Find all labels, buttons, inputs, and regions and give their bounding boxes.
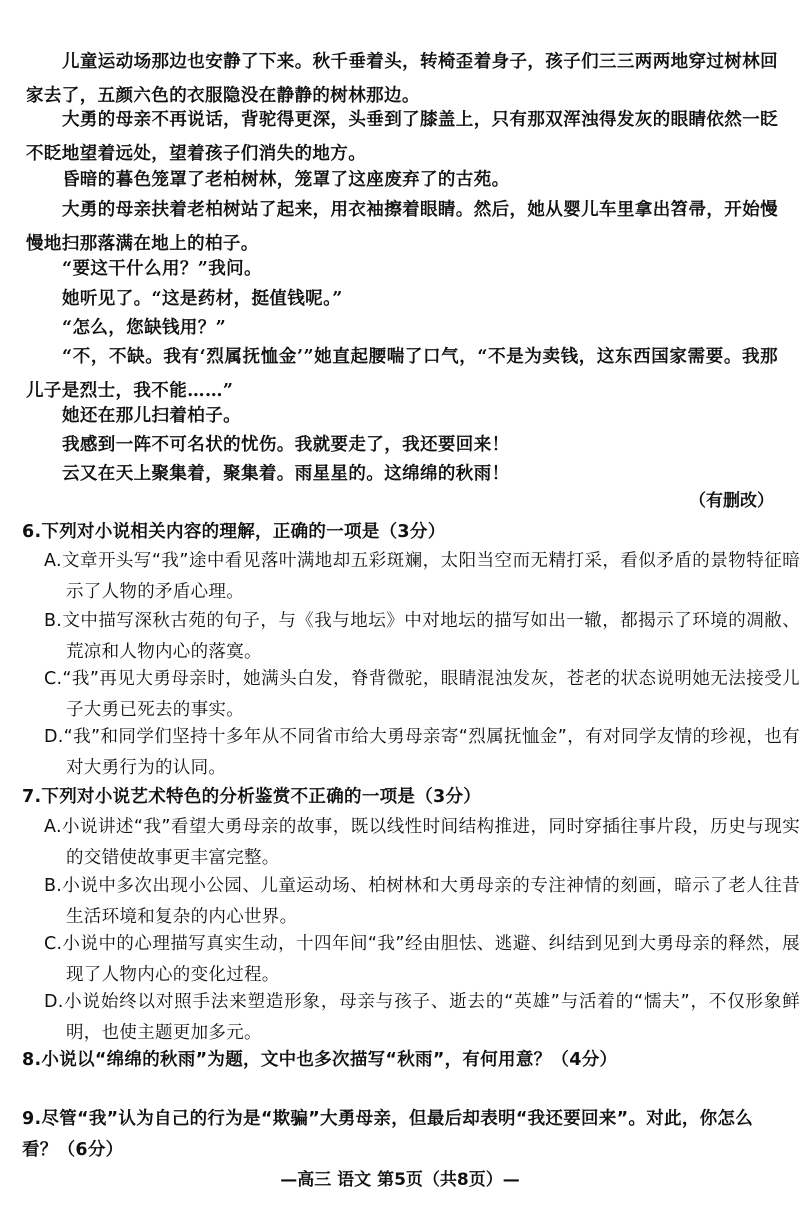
passage-line-4: 她还在那儿扫着柏子。 <box>62 406 241 426</box>
question-6-option-a: A.文章开头写“我”途中看见落叶满地却五彩斑斓，太阳当空而无精打采，看似矛盾的景物特征暗示了人物的矛盾心理。 <box>44 551 800 602</box>
abridged-note: （有删改） <box>689 491 774 511</box>
passage-dialogue-2: 她听见了。“这是药材，挺值钱呢。” <box>62 289 343 309</box>
passage-paragraph-5: “不，不缺。我有‘烈属抚恤金’”她直起腰喘了口气，“不是为卖钱，这东西国家需要。我那儿子是烈士，我不能……” <box>26 347 778 401</box>
question-7-option-b: B.小说中多次出现小公园、儿童运动场、柏树林和大勇母亲的专注神情的刻画，暗示了老人往昔生活环境和复杂的内心世界。 <box>44 876 800 927</box>
question-7-option-a: A.小说讲述“我”看望大勇母亲的故事，既以线性时间结构推进，同时穿插往事片段，历史与现实的交错使故事更丰富完整。 <box>44 817 800 868</box>
passage-paragraph-2: 大勇的母亲不再说话，背驼得更深，头垂到了膝盖上，只有那双浑浊得发灰的眼睛依然一眨不眨地望着远处，望着孩子们消失的地方。 <box>26 110 778 164</box>
passage-dialogue-3: “怎么，您缺钱用？” <box>62 318 227 338</box>
question-7-option-d: D.小说始终以对照手法来塑造形象，母亲与孩子、逝去的“英雄”与活着的“懦夫”，不仅形象鲜明，也使主题更加多元。 <box>44 992 800 1043</box>
question-6-stem: 6.下列对小说相关内容的理解，正确的一项是（3分） <box>22 522 446 542</box>
page-footer: —高三 语文 第5页（共8页）— <box>280 1170 520 1190</box>
question-6-option-b: B.文中描写深秋古苑的句子，与《我与地坛》中对地坛的描写如出一辙，都揭示了环境的凋敝、荒凉和人物内心的落寞。 <box>44 611 800 662</box>
question-8-stem: 8.小说以“绵绵的秋雨”为题，文中也多次描写“秋雨”，有何用意？（4分） <box>22 1050 618 1070</box>
passage-paragraph-1: 儿童运动场那边也安静了下来。秋千垂着头，转椅歪着身子，孩子们三三两两地穿过树林回家去了，五颜六色的衣服隐没在静静的树林那边。 <box>26 52 778 106</box>
passage-paragraph-3: 昏暗的暮色笼罩了老柏树林，笼罩了这座废弃了的古苑。 <box>62 170 510 190</box>
passage-paragraph-4: 大勇的母亲扶着老柏树站了起来，用衣袖擦着眼睛。然后，她从婴儿车里拿出笤帚，开始慢慢地扫那落满在地上的柏子。 <box>26 200 778 254</box>
question-6-option-c: C.“我”再见大勇母亲时，她满头白发，脊背微驼，眼睛混浊发灰，苍老的状态说明她无法接受儿子大勇已死去的事实。 <box>44 669 800 720</box>
question-7-stem: 7.下列对小说艺术特色的分析鉴赏不正确的一项是（3分） <box>22 787 482 807</box>
question-6-option-d: D.“我”和同学们坚持十多年从不同省市给大勇母亲寄“烈属抚恤金”，有对同学友情的珍视，也有对大勇行为的认同。 <box>44 727 800 778</box>
passage-dialogue-1: “要这干什么用？”我问。 <box>62 259 262 279</box>
question-7-option-c: C.小说中的心理描写真实生动，十四年间“我”经由胆怯、逃避、纠结到见到大勇母亲的释然，展现了人物内心的变化过程。 <box>44 934 800 985</box>
question-9-stem: 9.尽管“我”认为自己的行为是“欺骗”大勇母亲，但最后却表明“我还要回来”。对此，你怎么看？（6分） <box>22 1109 754 1160</box>
passage-line-6: 云又在天上聚集着，聚集着。雨星星的。这绵绵的秋雨！ <box>62 464 510 484</box>
passage-line-5: 我感到一阵不可名状的忧伤。我就要走了，我还要回来！ <box>62 435 510 455</box>
